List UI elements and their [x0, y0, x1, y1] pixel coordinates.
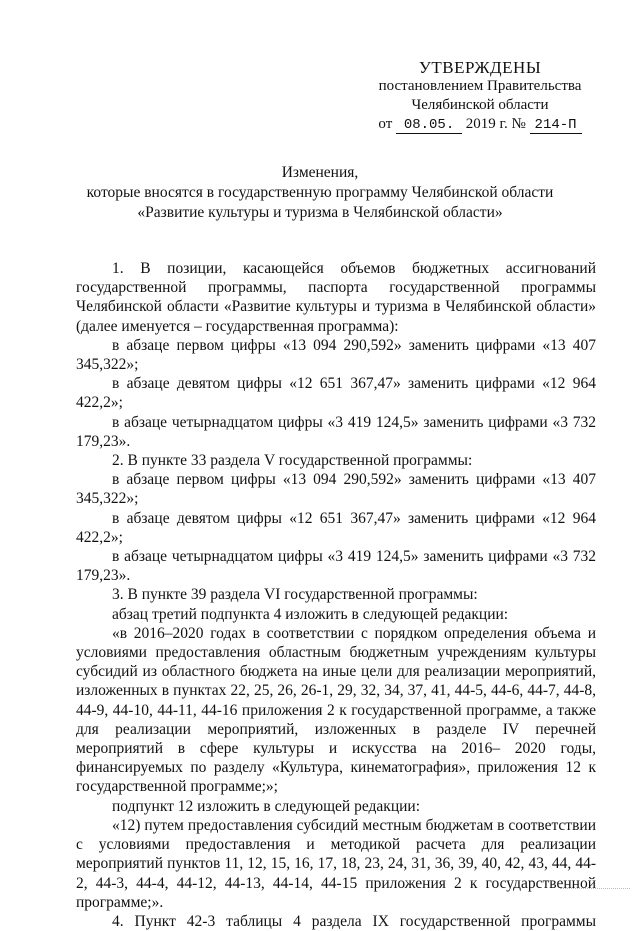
paragraph-3: в абзаце девятом цифры «12 651 367,47» заменить цифрами «12 964 422,2»;: [76, 375, 596, 412]
paragraph-5: 2. В пункте 33 раздела V государственной программы:: [112, 452, 473, 470]
approval-heading: УТВЕРЖДЕНЫ: [418, 58, 542, 77]
paragraph-12: подпункт 12 изложить в следующей редакции:: [112, 797, 421, 815]
paragraph-7: в абзаце девятом цифры «12 651 367,47» заменить цифрами «12 964 422,2»;: [76, 509, 596, 546]
paragraph-13: «12) путем предоставления субсидий местным бюджетам в соответствии с условиями предоставления и методикой расчета для реализации мероприятий пунктов 11, 12, 15, 16, 17, 18, 23, 24, 31, 36, 39, 40, 42, 43, 44, 44-2, 44-3, 44-4, 44-12, 44-13, 44-14, 44-15 приложения 2 к государственной программе;».: [76, 816, 596, 911]
approval-date-line: [370, 115, 590, 134]
year-suffix: 2019 г. №: [465, 116, 526, 132]
paragraph-1: 1. В позиции, касающейся объемов бюджетных ассигнований государственной программы, паспорта государственной программы Челябинской области «Развитие культуры и туризма в Челябинской области» (далее именуется – государственная программа):: [76, 260, 596, 335]
approval-number: 214-П: [530, 117, 582, 134]
approval-line-1: постановлением Правительства: [378, 78, 582, 94]
paragraph-10: абзац третий подпункта 4 изложить в следующей редакции:: [112, 605, 509, 623]
document-body: [76, 259, 596, 931]
title-line-1: Изменения,: [281, 164, 359, 181]
approval-line-2: Челябинской области: [411, 97, 549, 113]
date-prefix: от: [378, 116, 393, 132]
paragraph-14: 4. Пункт 42-3 таблицы 4 раздела IX государственной программы: [112, 912, 596, 930]
title-line-3: «Развитие культуры и туризма в Челябинской области»: [137, 204, 503, 221]
approval-block: [370, 58, 590, 134]
paragraph-6: в абзаце первом цифры «13 094 290,592» заменить цифрами «13 407 345,322»;: [76, 471, 596, 508]
paragraph-4: в абзаце четырнадцатом цифры «3 419 124,5» заменить цифрами «3 732 179,23».: [76, 413, 596, 450]
paragraph-8: в абзаце четырнадцатом цифры «3 419 124,5» заменить цифрами «3 732 179,23».: [76, 548, 596, 585]
scan-artifact: [560, 888, 630, 891]
paragraph-9: 3. В пункте 39 раздела VI государственной программы:: [112, 586, 478, 604]
title-line-2: которые вносятся в государственную программу Челябинской области: [86, 184, 554, 201]
paragraph-11: «в 2016–2020 годах в соответствии с порядком определения объема и условиями предоставления областным бюджетным учреждениям культуры субсидий из областного бюджета на иные цели для реализации мероприятий, изложенных в пунктах 22, 25, 26, 26-1, 29, 32, 34, 37, 41, 44-5, 44-6, 44-7, 44-8, 44-9, 44-10, 44-11, 44-16 приложения 2 к государственной программе, а также для реализации мероприятий, изложенных в разделе IV перечней мероприятий в сфере культуры и искусства на 2016– 2020 годы, финансируемых по разделу «Культура, кинематография», приложения 12 к государственной программе;»;: [76, 624, 596, 796]
document-title: [60, 163, 580, 223]
approval-date: 08.05.: [396, 117, 462, 134]
paragraph-2: в абзаце первом цифры «13 094 290,592» заменить цифрами «13 407 345,322»;: [76, 336, 596, 374]
